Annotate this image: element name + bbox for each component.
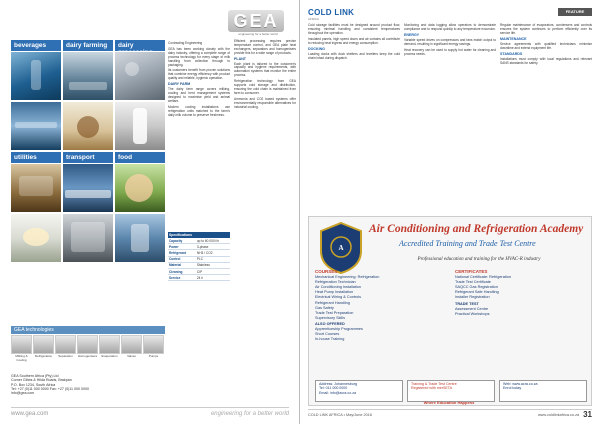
list-item: Installer Registration (455, 295, 490, 300)
advert-subtitle: Accredited Training and Trade Test Centre (399, 239, 536, 248)
cold-link-logo-name: COLD LINK (308, 8, 355, 17)
academy-emblem-icon (317, 221, 365, 275)
photo-dairy-processing (115, 52, 165, 100)
cold-link-logo (308, 8, 364, 22)
col-b-paragraph: Efficient processing requires precise temperature control, and GEA plate heat exchangers, separators and homogenisers provide this for a wide range of products. (234, 39, 296, 55)
cold-link-logo-sub: AFRICA (308, 17, 320, 21)
advert-slogan: Where Education Happens (423, 400, 475, 405)
col-a-paragraph: GEA has been working closely with the dairy industry, offering a complete range of process technology for every stage of milk handling from collection through to packaging. (168, 46, 230, 67)
image-grid (11, 40, 165, 262)
spec-table (168, 238, 230, 281)
footer-issue: COLD LINK AFRICA • May/June 2016 (308, 412, 373, 417)
photo-machinery (63, 214, 113, 262)
col-b-heading: PLANT (234, 56, 246, 61)
list-item: Refrigerant Safe Handling (455, 290, 499, 295)
image-row-1 (11, 52, 165, 100)
table-row: Capacity up to 60 000 l/h (168, 238, 230, 244)
col3-paragraph: Installations must comply with local regulations and relevant SANS standards for safety. (500, 56, 592, 65)
col3-heading: STANDARDS (500, 51, 523, 56)
address-line: P.O. Box 1234, South Africa (11, 382, 56, 387)
contact-box-accreditation: Training & Trade Test Centre Registered with merSETA (407, 380, 495, 402)
table-row: Power 3-phase (168, 244, 230, 250)
col1-paragraph: Insulated panels, high speed doors and air curtains all contribute to reducing heat ingress and energy consumption. (308, 36, 400, 45)
gea-logo-mark: GEA (228, 10, 284, 32)
advert-contact-boxes (315, 380, 587, 402)
thumb-3: Homogenisers (77, 335, 98, 362)
address-line: Tel: +27 (0)11 000 0000 Fax: +27 (0)11 000 0000 (11, 386, 89, 391)
col1-heading: DOCKING (308, 46, 325, 51)
thumb-5: Valves (121, 335, 142, 362)
technologies-bar: GEA technologies (11, 326, 165, 334)
heading-transport: transport (63, 152, 113, 163)
table-row: Service 24 h (168, 275, 230, 281)
list-item: Trade Test Certificate (455, 280, 491, 285)
col-b-paragraph: Each plant is tailored to the customer's capacity and hygiene requirements, with automation systems that monitor the entire process. (234, 61, 296, 78)
col-b-paragraph: Refrigeration technology from GEA supports cold storage and distribution, ensuring the cold chain is maintained from farm to consumer. (234, 79, 296, 95)
address-line: info@gea.com (11, 391, 35, 396)
course-list-heading: COURSES (315, 269, 338, 274)
article-column-1 (308, 24, 400, 63)
advert-tagline: Professional education and training for the HVAC-R industry (417, 257, 541, 262)
table-row: Material Stainless (168, 262, 230, 268)
list-item: Refrigeration Technician (315, 280, 356, 285)
list-item: Apprenticeship Programmes (315, 327, 363, 332)
list-item: National Certificate: Refrigeration (455, 275, 511, 280)
feature-tag: FEATURE (558, 8, 592, 16)
col-a-paragraph: Contracting Engineering (168, 41, 203, 45)
photo-food (115, 164, 165, 212)
list-item: Electrical Wiring & Controls (315, 295, 361, 300)
photo-utilities (11, 164, 61, 212)
svg-text:A: A (338, 244, 344, 252)
address-line: GEA Southern Africa (Pty) Ltd (11, 374, 59, 378)
list-item: In-house Training (315, 337, 345, 342)
advert-certificate-list (455, 269, 591, 317)
col2-heading: ENERGY (404, 32, 420, 37)
footer-slogan: engineering for a better world (210, 410, 289, 417)
article-column-b (234, 40, 296, 112)
heading-beverages: beverages (11, 40, 61, 51)
address-line: Corner Gibbs & Hilda Roads, Brakpan (11, 378, 72, 383)
heading-utilities: utilities (11, 152, 61, 163)
article-column-a (168, 40, 230, 119)
footer-url[interactable]: www.gea.com (11, 410, 49, 417)
col3-paragraph: Service agreements with qualified technicians minimise downtime and extend equipment life. (500, 41, 592, 50)
photo-dairy-farming (63, 52, 113, 100)
col3-heading: MAINTENANCE (500, 36, 527, 41)
company-address (11, 374, 171, 395)
photo-beverages (11, 52, 61, 100)
article-column-3 (500, 24, 592, 68)
gea-logo (228, 10, 288, 36)
photo-coffee (63, 102, 113, 150)
col-a-paragraph: The dairy farm range covers milking, cooling and herd management systems designed to maximise yield and animal welfare. (168, 87, 230, 103)
technology-thumbnails (11, 335, 165, 362)
left-footer (11, 407, 289, 419)
image-row-4 (11, 214, 165, 262)
thumb-6: Pumps (143, 335, 164, 362)
thumb-1: Refrigeration (33, 335, 54, 362)
photo-pharma (115, 214, 165, 262)
image-row-2 (11, 102, 165, 150)
table-row: Refrigerant NH3 / CO2 (168, 250, 230, 256)
col2-paragraph: Heat recovery can be used to supply hot water for cleaning and process needs. (404, 47, 496, 56)
advert-course-list (315, 269, 451, 342)
list-item: Supervisory Skills (315, 315, 345, 320)
list-item: Assessment Centre (455, 306, 489, 311)
photo-pasta (11, 214, 61, 262)
col-a-heading: DAIRY FARM (168, 82, 191, 87)
spec-table-heading: Specifications (168, 232, 230, 238)
thumb-2: Separation (55, 335, 76, 362)
col2-paragraph: Monitoring and data logging allow operators to demonstrate compliance and to respond quickly to any temperature excursion. (404, 23, 496, 31)
course-sub-heading: ALSO OFFERED (315, 321, 345, 326)
gea-logo-tagline: engineering for a better world (238, 32, 278, 36)
thumb-4: Evaporation (99, 335, 120, 362)
footer-site[interactable]: www.coldlinkafrica.co.za (537, 412, 580, 417)
list-item: Practical Workshops (455, 311, 490, 316)
col-a-paragraph: Its customers benefit from proven solutions that combine energy efficiency with product quality and reliable, hygienic operation. (168, 68, 230, 81)
photo-milk-glass (115, 102, 165, 150)
thumb-0: Milking & Cooling (11, 335, 32, 362)
table-row: Cleaning CIP (168, 268, 230, 274)
col3-paragraph: Regular maintenance of evaporators, condensers and controls ensures the system continues to perform efficiently over its service life. (500, 23, 592, 35)
page-number: 31 (583, 410, 592, 419)
mid-heading-row (11, 152, 165, 163)
heading-dairy-farming: dairy farming (63, 40, 113, 51)
photo-bottling (11, 102, 61, 150)
list-item: Short Courses (315, 332, 340, 337)
top-heading-row (11, 40, 165, 51)
image-row-3 (11, 164, 165, 212)
article-column-2 (404, 24, 496, 59)
right-footer (308, 409, 592, 419)
advert-title: Air Conditioning and Refrigeration Academy (369, 223, 584, 235)
list-item: Mechanical Engineering: Refrigeration (315, 275, 380, 280)
table-row: Control PLC (168, 256, 230, 262)
col-a-paragraph: Modern cooling installations use refrigeration units matched to the farm's daily milk volume to preserve freshness. (168, 104, 230, 117)
col1-paragraph: Cold storage facilities must be designed around product flow, ensuring minimal handling and consistent temperatures throughout the operation. (308, 23, 400, 35)
col-b-paragraph: Ammonia and CO2 based systems offer environmentally responsible alternatives for industrial cooling. (234, 96, 296, 109)
right-page (300, 0, 600, 424)
list-item: Gas Safety (315, 305, 334, 310)
heading-dairy-processing: dairy (115, 40, 165, 51)
contact-box-web[interactable]: Web: www.acra.co.za Enrol today (499, 380, 587, 402)
certificate-list-heading: CERTIFICATES (455, 269, 488, 274)
list-item: Trade Test Preparation (315, 310, 354, 315)
list-item: Refrigerant Handling (315, 300, 350, 305)
heading-food: food (115, 152, 165, 163)
col1-paragraph: Loading docks with dock shelters and levellers keep the cold chain intact during dispatch. (308, 51, 400, 60)
list-item: SAQCC Gas Registration (455, 285, 498, 290)
certificate-sub-heading: TRADE TEST (455, 301, 479, 306)
col2-paragraph: Variable speed drives on compressors and fans match output to demand, resulting in significant energy savings. (404, 37, 496, 46)
academy-advert (308, 216, 592, 406)
list-item: Heat Pump Installation (315, 290, 354, 295)
photo-ship (63, 164, 113, 212)
list-item: Air Conditioning Installation (315, 285, 362, 290)
contact-box-address: Address: Johannesburg Tel: 011 000 0000 Email: info@acra.co.za (315, 380, 403, 402)
